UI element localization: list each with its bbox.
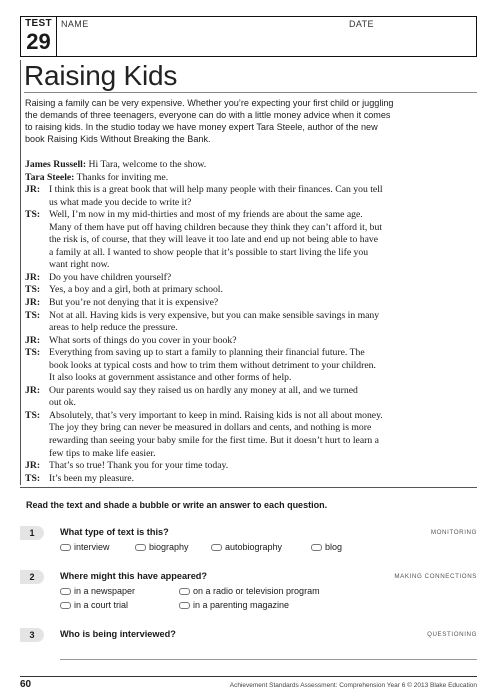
option-label: in a newspaper — [74, 586, 136, 596]
dialogue-text: Everything from saving up to start a family to planning their financial future. The — [49, 347, 365, 359]
transcript-line — [25, 197, 477, 210]
transcript-line — [25, 397, 477, 410]
dialogue-text: rewarding than seeing your baby smile for the first time. But it doesn’t hurt to learn a — [49, 435, 379, 447]
speaker-label: TS: — [25, 209, 41, 221]
speaker-label: TS: — [25, 472, 41, 484]
answer-option[interactable] — [60, 600, 128, 610]
transcript-line — [25, 322, 477, 335]
speaker-label: TS: — [25, 347, 41, 359]
dialogue-text: Absolutely, that’s very important to keep in mind. Raising kids is not all about money. — [49, 409, 383, 421]
dialogue-text: areas to help reduce the pressure. — [49, 322, 178, 334]
name-date-box[interactable] — [57, 16, 477, 57]
page-title: Raising Kids — [24, 60, 178, 91]
dialogue-text: the risk is, of course, that they will leave it too late and end up not being able to have — [49, 234, 379, 246]
answer-option[interactable] — [179, 586, 320, 596]
dialogue-text: Well, I’m now in my mid-thirties and most of my friends are about the same age. — [49, 209, 363, 221]
answer-bubble[interactable] — [179, 588, 190, 595]
intro-line: to raising kids. In the studio today we have money expert Tara Steele, author of the new — [25, 122, 378, 132]
answer-option[interactable] — [311, 542, 342, 552]
dialogue-text: Yes, a boy and a girl, both at primary school. — [49, 284, 223, 296]
date-label: DATE — [349, 19, 374, 29]
answer-bubble[interactable] — [60, 602, 71, 609]
dialogue-text: Thanks for inviting me. — [76, 171, 169, 183]
transcript-line — [25, 159, 477, 172]
transcript-line — [25, 335, 477, 348]
page-number: 60 — [20, 679, 32, 690]
section-divider — [20, 487, 477, 488]
speaker-label: TS: — [25, 309, 41, 321]
transcript-line — [25, 460, 477, 473]
interview-transcript — [25, 159, 477, 485]
option-label: in a parenting magazine — [193, 600, 290, 610]
speaker-label: JR: — [25, 271, 41, 283]
transcript-line — [25, 222, 477, 235]
transcript-line — [25, 435, 477, 448]
question-text: What type of text is this? — [60, 527, 169, 537]
transcript-line — [25, 422, 477, 435]
answer-option[interactable] — [60, 542, 110, 552]
answer-option[interactable] — [179, 600, 289, 610]
instructions: Read the text and shade a bubble or write an answer to each question. — [26, 500, 328, 510]
dialogue-text: want right now. — [49, 259, 110, 271]
question-text: Where might this have appeared? — [60, 571, 208, 581]
footer-credit: Achievement Standards Assessment: Comprehension Year 6 © 2013 Blake Education — [229, 682, 477, 689]
question-number: 3 — [20, 628, 44, 642]
dialogue-text: But you’re not denying that it is expensive? — [49, 297, 219, 309]
answer-bubble[interactable] — [179, 602, 190, 609]
transcript-line — [25, 284, 477, 297]
transcript-line — [25, 184, 477, 197]
question-number: 2 — [20, 570, 44, 584]
intro-line: Raising a family can be very expensive. Whether you’re expecting your first child or juggling — [25, 98, 394, 108]
intro-line: book Raising Kids Without Breaking the Bank. — [25, 134, 211, 144]
intro-paragraph — [25, 97, 477, 145]
option-label: biography — [149, 542, 189, 552]
transcript-line — [25, 448, 477, 461]
skill-tag: MAKING CONNECTIONS — [394, 573, 477, 580]
answer-bubble[interactable] — [60, 544, 71, 551]
dialogue-text: It also looks at government assistance and other forms of help. — [49, 372, 292, 384]
question-number: 1 — [20, 526, 44, 540]
answer-option[interactable] — [211, 542, 282, 552]
test-number: 29 — [26, 29, 51, 54]
dialogue-text: That’s so true! Thank you for your time today. — [49, 460, 229, 472]
test-label: TEST — [25, 18, 52, 29]
option-label: in a court trial — [74, 600, 129, 610]
dialogue-text: I think this is a great book that will help many people with their finances. Can you tell — [49, 184, 383, 196]
answer-bubble[interactable] — [135, 544, 146, 551]
transcript-line — [25, 272, 477, 285]
answer-option[interactable] — [60, 586, 135, 596]
dialogue-text: It’s been my pleasure. — [49, 472, 135, 484]
dialogue-text: Do you have children yourself? — [49, 271, 172, 283]
footer-divider — [20, 676, 477, 677]
speaker-label: JR: — [25, 297, 41, 309]
transcript-line — [25, 259, 477, 272]
speaker-label: JR: — [25, 184, 41, 196]
title-divider — [24, 92, 477, 93]
skill-tag: MONITORING — [430, 529, 477, 536]
transcript-line — [25, 347, 477, 360]
transcript-line — [25, 297, 477, 310]
transcript-line — [25, 310, 477, 323]
test-number-box — [20, 16, 57, 57]
dialogue-text: Many of them have put off having children because they think they can’t afford it, but — [49, 221, 383, 233]
option-label: interview — [74, 542, 110, 552]
speaker-label: TS: — [25, 409, 41, 421]
transcript-line — [25, 360, 477, 373]
speaker-label: JR: — [25, 460, 41, 472]
transcript-line — [25, 209, 477, 222]
speaker-label: JR: — [25, 384, 41, 396]
option-label: blog — [325, 542, 343, 552]
dialogue-text: out ok. — [49, 397, 76, 409]
speaker-label: Tara Steele: — [25, 171, 75, 183]
transcript-line — [25, 247, 477, 260]
answer-bubble[interactable] — [60, 588, 71, 595]
answer-line[interactable] — [60, 659, 477, 660]
answer-bubble[interactable] — [311, 544, 322, 551]
left-margin-rule — [20, 60, 21, 485]
dialogue-text: What sorts of things do you cover in your book? — [49, 334, 237, 346]
transcript-line — [25, 172, 477, 185]
skill-tag: QUESTIONING — [427, 631, 477, 638]
transcript-line — [25, 372, 477, 385]
option-label: autobiography — [225, 542, 283, 552]
dialogue-text: book looks at typical costs and how to trim them without detriment to your children. — [49, 359, 376, 371]
speaker-label: TS: — [25, 284, 41, 296]
option-label: on a radio or television program — [193, 586, 320, 596]
dialogue-text: Hi Tara, welcome to the show. — [88, 159, 207, 170]
transcript-line — [25, 473, 477, 486]
dialogue-text: Our parents would say they raised us on hardly any money at all, and we turned — [49, 384, 358, 396]
dialogue-text: The joy they bring can never be measured in dollars and cents, and nothing is more — [49, 422, 372, 434]
speaker-label: James Russell: — [25, 159, 87, 170]
transcript-line — [25, 234, 477, 247]
transcript-line — [25, 410, 477, 423]
dialogue-text: a family at all. I wanted to show people that it’s possible to start living the life you — [49, 246, 369, 258]
dialogue-text: Not at all. Having kids is very expensive, but you can make sensible savings in many — [49, 309, 380, 321]
speaker-label: JR: — [25, 334, 41, 346]
transcript-line — [25, 385, 477, 398]
intro-line: the demands of three teenagers, everyone can do with a little money advice when it comes — [25, 110, 391, 120]
answer-bubble[interactable] — [211, 544, 222, 551]
question-text: Who is being interviewed? — [60, 629, 176, 639]
dialogue-text: us what made you decide to write it? — [49, 196, 192, 208]
dialogue-text: few tips to make life easier. — [49, 447, 156, 459]
name-label: NAME — [61, 19, 89, 29]
answer-option[interactable] — [135, 542, 189, 552]
